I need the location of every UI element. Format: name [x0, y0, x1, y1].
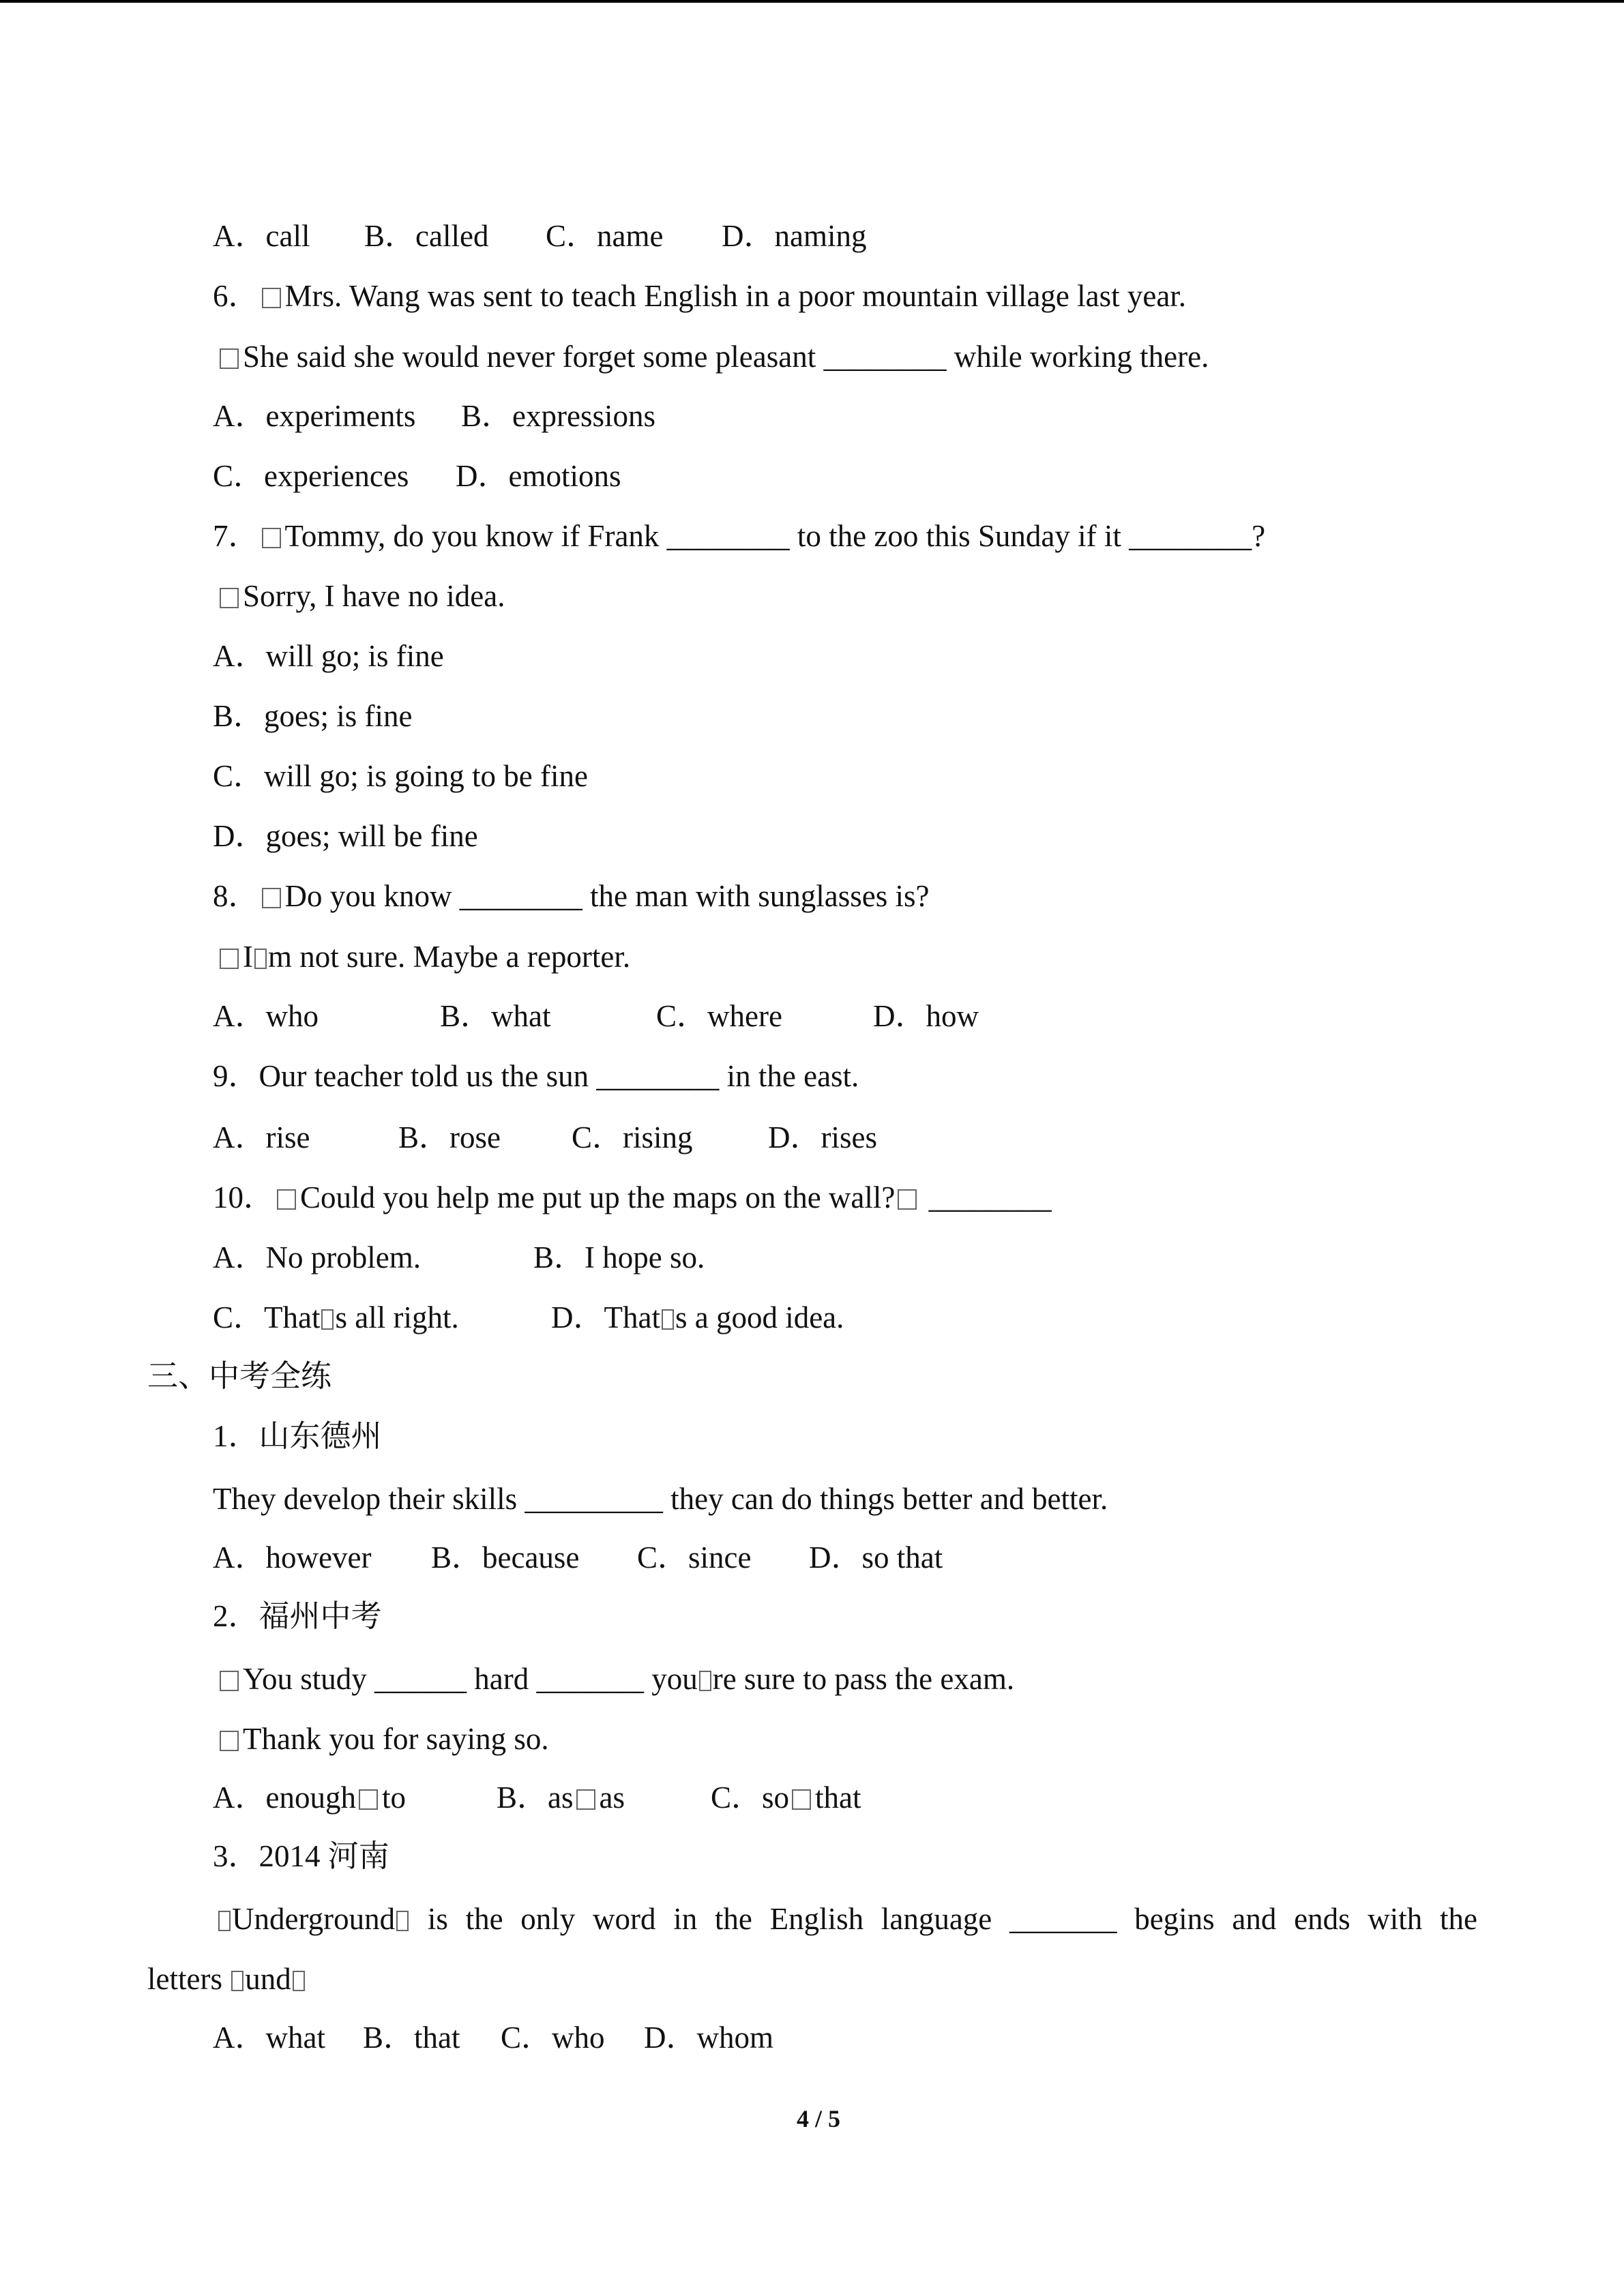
- top-border: [0, 0, 1624, 3]
- s3-q1-text: They develop their skills _________ they can do things better and better.: [213, 1482, 1108, 1516]
- missing-glyph-box: [792, 1789, 811, 1810]
- missing-glyph-box: [220, 588, 239, 608]
- q6-line2: [217, 338, 1209, 376]
- q10-option-a: A．No problem.: [213, 1240, 421, 1274]
- missing-glyph-box: [293, 1971, 305, 1991]
- q7-option-b: B．goes; is fine: [213, 699, 413, 733]
- page-number: 4 / 5: [796, 2105, 840, 2132]
- section3-title: 三、中考全练: [147, 1359, 332, 1393]
- q10-option-c-start: C．That: [213, 1300, 321, 1335]
- q7-option-c: C．will go; is going to be fine: [213, 759, 588, 793]
- missing-glyph-box: [396, 1911, 409, 1931]
- q7-number: 7．: [213, 519, 259, 553]
- missing-glyph-box: [898, 1189, 917, 1210]
- q8-line1: [213, 877, 929, 915]
- missing-glyph-box: [262, 888, 281, 908]
- q8-question: Do you know ________ the man with sunglasses is?: [284, 879, 930, 913]
- q9-option-d: D．rises: [768, 1120, 877, 1154]
- s3-q3-letters-label: letters: [147, 1962, 222, 1996]
- missing-glyph-box: [254, 949, 267, 969]
- s3-q2-option-b: [497, 1778, 625, 1817]
- q9-line1: 9．Our teacher told us the sun ________ in the east.: [213, 1059, 859, 1093]
- q8-answer-start: I: [243, 940, 253, 974]
- q8-option-b: B．what: [440, 999, 551, 1033]
- missing-glyph-box: [321, 1309, 334, 1330]
- q10-option-d: [551, 1298, 844, 1337]
- q10-option-c: [213, 1298, 459, 1337]
- s3-q3-option-a: A．what: [213, 2021, 325, 2055]
- q7-option-d: D．goes; will be fine: [213, 819, 478, 853]
- q10-option-b: B．I hope so.: [533, 1240, 705, 1274]
- q5-option-c: C．name: [546, 219, 664, 253]
- q10-question: Could you help me put up the maps on the wall?: [300, 1180, 896, 1214]
- s3-q2-option-b-start: B．as: [497, 1780, 574, 1815]
- q7-option-a: A．will go; is fine: [213, 639, 444, 673]
- s3-q3-letters: und: [245, 1962, 291, 1996]
- missing-glyph-box: [262, 528, 281, 548]
- missing-glyph-box: [359, 1789, 378, 1810]
- missing-glyph-box: [262, 288, 281, 308]
- q9-option-c: C．rising: [572, 1120, 693, 1154]
- q8-option-c: C．where: [656, 999, 782, 1033]
- q10-option-d-start: D．That: [551, 1300, 660, 1335]
- q7-line2: [217, 577, 505, 615]
- s3-q2-question-start: You study ______ hard _______ you: [243, 1662, 698, 1696]
- s3-q2-line1: [217, 1660, 1014, 1698]
- s3-q1-option-a: A．however: [213, 1540, 372, 1575]
- s3-q1-option-b: B．because: [431, 1540, 580, 1575]
- q6-option-c: C．experiences: [213, 459, 409, 493]
- s3-q3-option-c: C．who: [501, 2021, 605, 2055]
- q6-line1: [213, 277, 1186, 315]
- s3-q3-option-b: B．that: [363, 2021, 460, 2055]
- missing-glyph-box: [220, 1671, 239, 1691]
- q7-question: Tommy, do you know if Frank ________ to the zoo this Sunday if it ________?: [284, 519, 1266, 553]
- s3-q3-head: 3．2014 河南: [213, 1839, 389, 1873]
- q6-option-d: D．emotions: [456, 459, 621, 493]
- missing-glyph-box: [231, 1971, 243, 1991]
- q10-line1: [213, 1178, 1052, 1217]
- missing-glyph-box: [218, 1911, 231, 1931]
- s3-q2-option-c: [711, 1778, 861, 1817]
- q8-option-a: A．who: [213, 999, 319, 1033]
- missing-glyph-box: [220, 348, 239, 369]
- missing-glyph-box: [576, 1789, 595, 1810]
- s3-q2-option-c-start: C．so: [711, 1780, 790, 1815]
- missing-glyph-box: [277, 1189, 296, 1210]
- q6-answer-line: She said she would never forget some pleasant ________ while working there.: [243, 340, 1209, 374]
- s3-q2-option-c-rest: that: [815, 1780, 861, 1815]
- missing-glyph-box: [699, 1671, 711, 1691]
- q10-number: 10．: [213, 1180, 275, 1214]
- s3-q2-head: 2．福州中考: [213, 1599, 382, 1633]
- q8-answer-rest: m not sure. Maybe a reporter.: [268, 940, 631, 974]
- q8-line2: [217, 938, 630, 976]
- q7-answer-line: Sorry, I have no idea.: [243, 579, 505, 613]
- q10-option-d-rest: s a good idea.: [675, 1300, 844, 1335]
- s3-q2-answer-line: Thank you for saying so.: [243, 1722, 549, 1756]
- q8-option-d: D．how: [873, 999, 979, 1033]
- q9-option-a: A．rise: [213, 1120, 310, 1154]
- s3-q3-line2: [147, 1960, 306, 1998]
- s3-q1-option-c: C．since: [637, 1540, 752, 1575]
- s3-q2-option-a: [213, 1778, 406, 1817]
- q6-number: 6．: [213, 279, 259, 313]
- q9-option-b: B．rose: [398, 1120, 501, 1154]
- s3-q3-option-d: D．whom: [644, 2021, 773, 2055]
- s3-q1-head: 1．山东德州: [213, 1419, 382, 1453]
- q8-number: 8．: [213, 879, 259, 913]
- s3-q2-line2: [217, 1720, 549, 1758]
- s3-q3-question: is the only word in the English language _______ begins and ends with the: [427, 1902, 1477, 1936]
- q10-option-c-rest: s all right.: [335, 1300, 459, 1335]
- missing-glyph-box: [220, 949, 239, 969]
- q7-line1: [213, 517, 1265, 555]
- s3-q2-option-a-rest: to: [381, 1780, 406, 1815]
- s3-q3-line1: [217, 1900, 1477, 1938]
- s3-q2-option-b-rest: as: [599, 1780, 625, 1815]
- q6-option-a: A．experiments: [213, 399, 416, 433]
- missing-glyph-box: [662, 1309, 674, 1330]
- q10-blank: ________: [928, 1180, 1052, 1214]
- missing-glyph-box: [220, 1731, 239, 1751]
- s3-q2-question-rest: re sure to pass the exam.: [712, 1662, 1015, 1696]
- q6-question: Mrs. Wang was sent to teach English in a poor mountain village last year.: [284, 279, 1187, 313]
- q6-option-b: B．expressions: [461, 399, 655, 433]
- q5-option-d: D．naming: [722, 219, 867, 253]
- s3-q3-quoted-word: Underground: [232, 1902, 396, 1936]
- s3-q2-option-a-start: A．enough: [213, 1780, 356, 1815]
- q5-option-b: B．called: [364, 219, 489, 253]
- s3-q1-option-d: D．so that: [809, 1540, 943, 1575]
- q5-option-a: A．call: [213, 219, 310, 253]
